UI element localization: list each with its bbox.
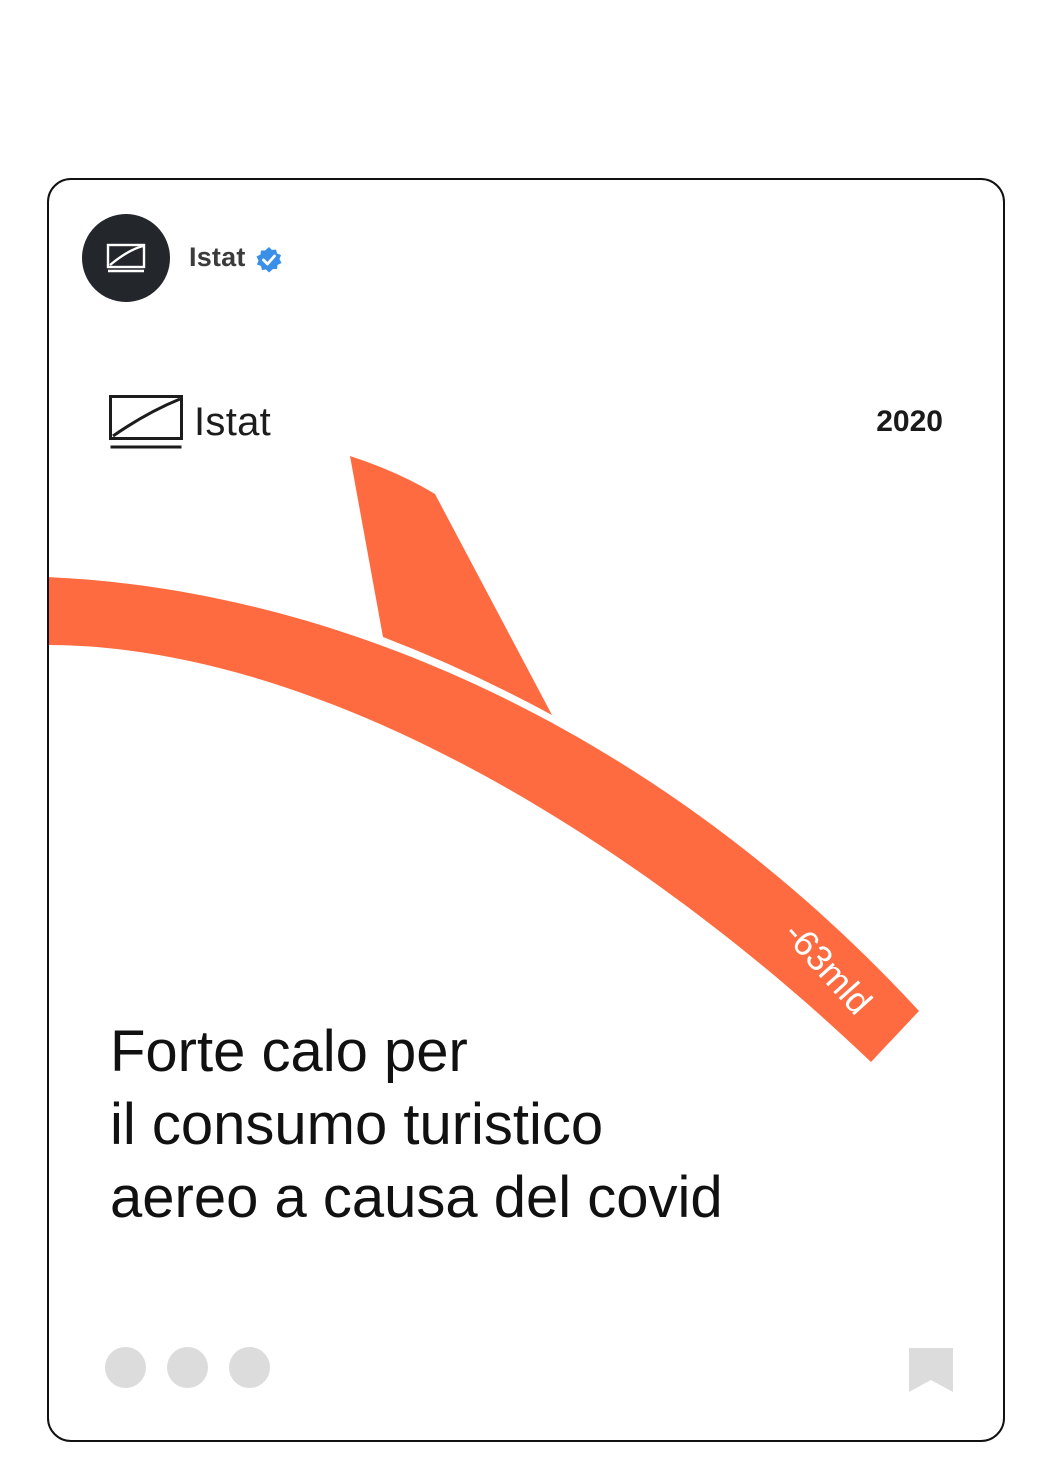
value-label: -63mld [776, 913, 881, 1023]
carousel-dots [105, 1347, 270, 1388]
carousel-dot[interactable] [105, 1347, 146, 1388]
account-name[interactable]: Istat [189, 242, 246, 272]
headline-line-2: il consumo turistico [110, 1092, 604, 1157]
year-label: 2020 [876, 405, 943, 438]
bookmark-icon[interactable] [908, 1348, 954, 1392]
post-card [47, 178, 1005, 1442]
brand-name: Istat [194, 399, 272, 444]
decline-graphic [49, 180, 1005, 1442]
headline [110, 1015, 930, 1234]
carousel-dot[interactable] [167, 1347, 208, 1388]
carousel-dot[interactable] [229, 1347, 270, 1388]
headline-line-1: Forte calo per [110, 1019, 468, 1084]
headline-line-3: aereo a causa del covid [110, 1165, 723, 1230]
